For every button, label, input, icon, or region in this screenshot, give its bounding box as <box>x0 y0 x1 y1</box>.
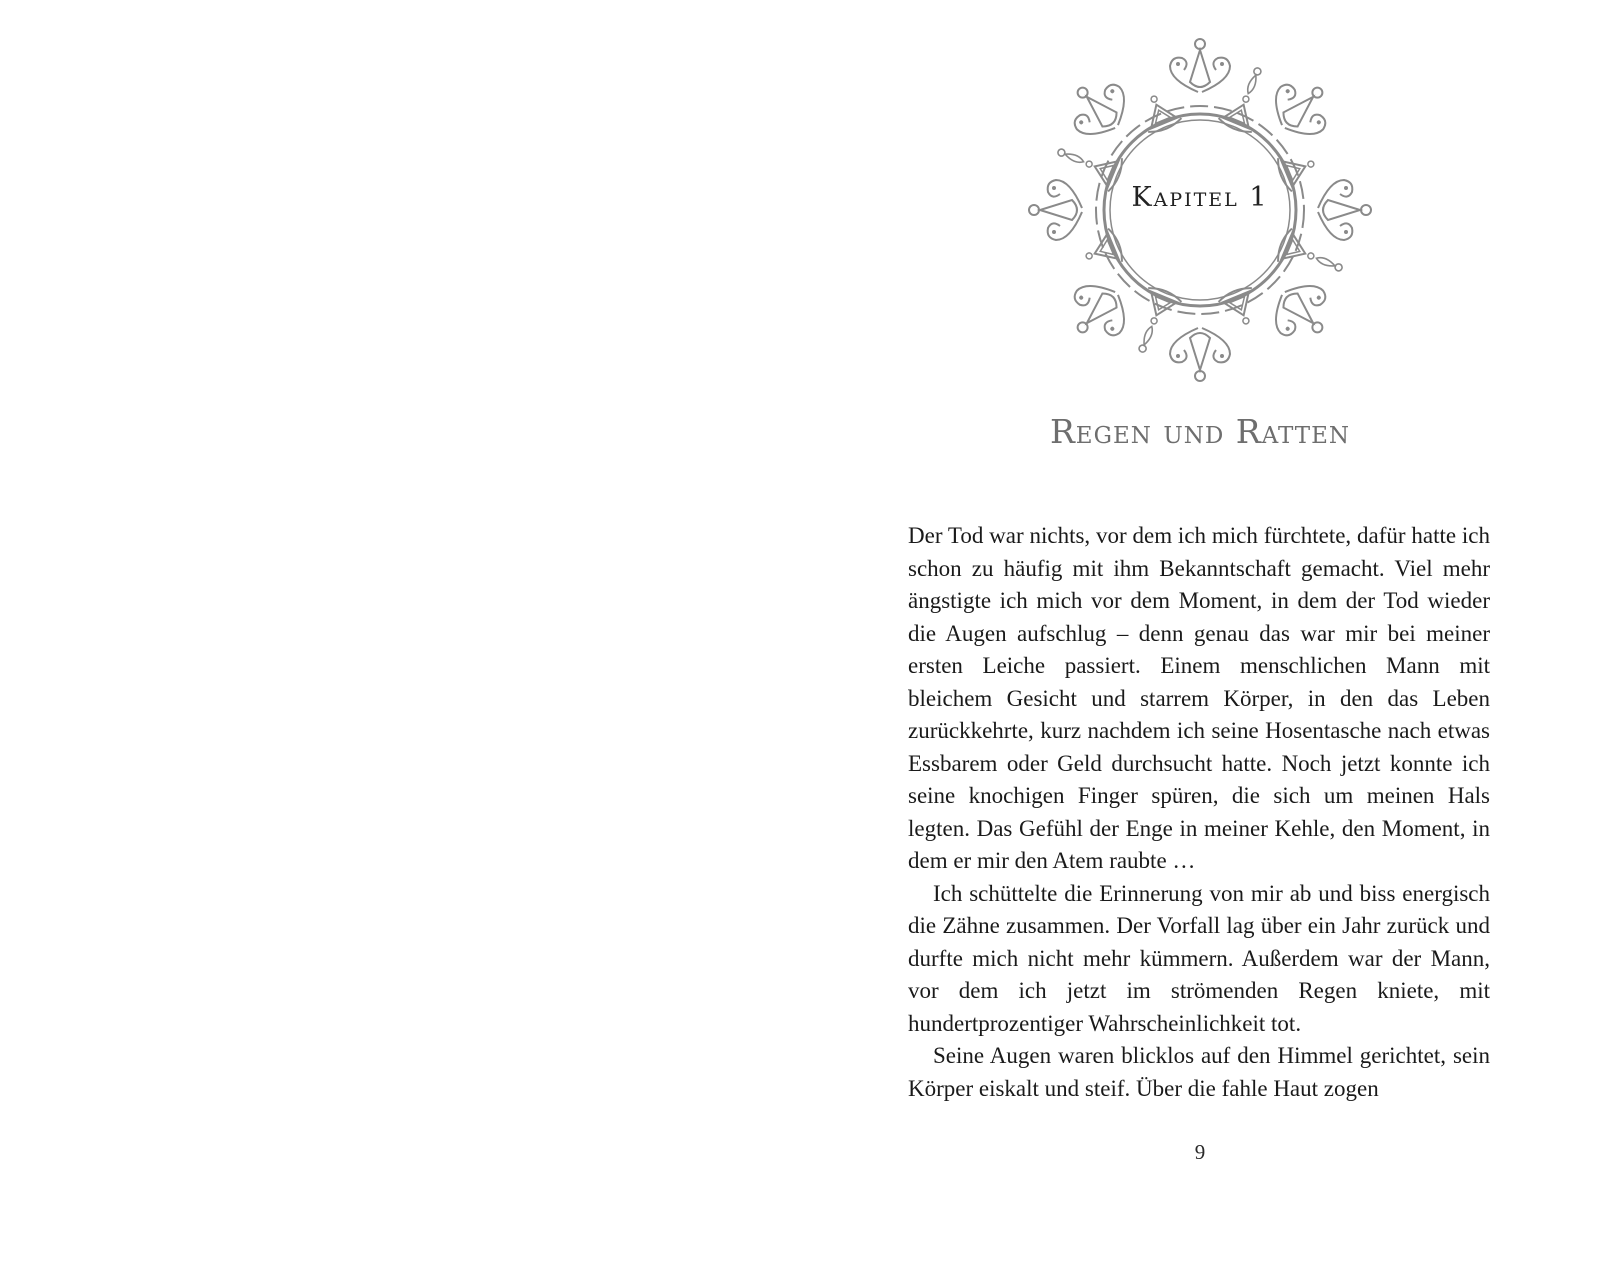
paragraph: Seine Augen waren blicklos auf den Himmel gerichtet, sein Körper eiskalt und steif. Über die fahle Haut zogen <box>908 1043 1490 1101</box>
body-text <box>908 520 1490 1105</box>
chapter-label: Kapitel 1 <box>1131 182 1269 213</box>
chapter-title: Regen und Ratten <box>1049 412 1351 451</box>
paragraph: Ich schüttelte die Erinnerung von mir ab und biss energisch die Zähne zusammen. Der Vorfall lag über ein Jahr zurück und durfte mich nicht mehr kümmern. Außerdem war der Mann, vor dem ich jetzt im strömenden Regen kniete, mit hundertprozentiger Wahrscheinlichkeit tot. <box>908 880 1490 1036</box>
page-number: 9 <box>1194 1140 1206 1164</box>
paragraph: Der Tod war nichts, vor dem ich mich fürchtete, dafür hatte ich schon zu häufig mit ihm Bekanntschaft gemacht. Viel mehr ängstigte ich mich vor dem Moment, in dem der Tod wieder die Augen aufschlug – denn genau das war mir bei meiner ersten Leiche passiert. Einem menschlichen Mann mit bleichem Gesicht und starrem Körper, in den das Leben zurückkehrte, kurz nachdem ich seine Hosentasche nach etwas Essbarem oder Geld durchsucht hatte. Noch jetzt konnte ich seine knochigen Finger spüren, die sich um meinen Hals legten. Das Gefühl der Enge in meiner Kehle, den Moment, in dem er mir den Atem raubte … <box>908 523 1490 873</box>
